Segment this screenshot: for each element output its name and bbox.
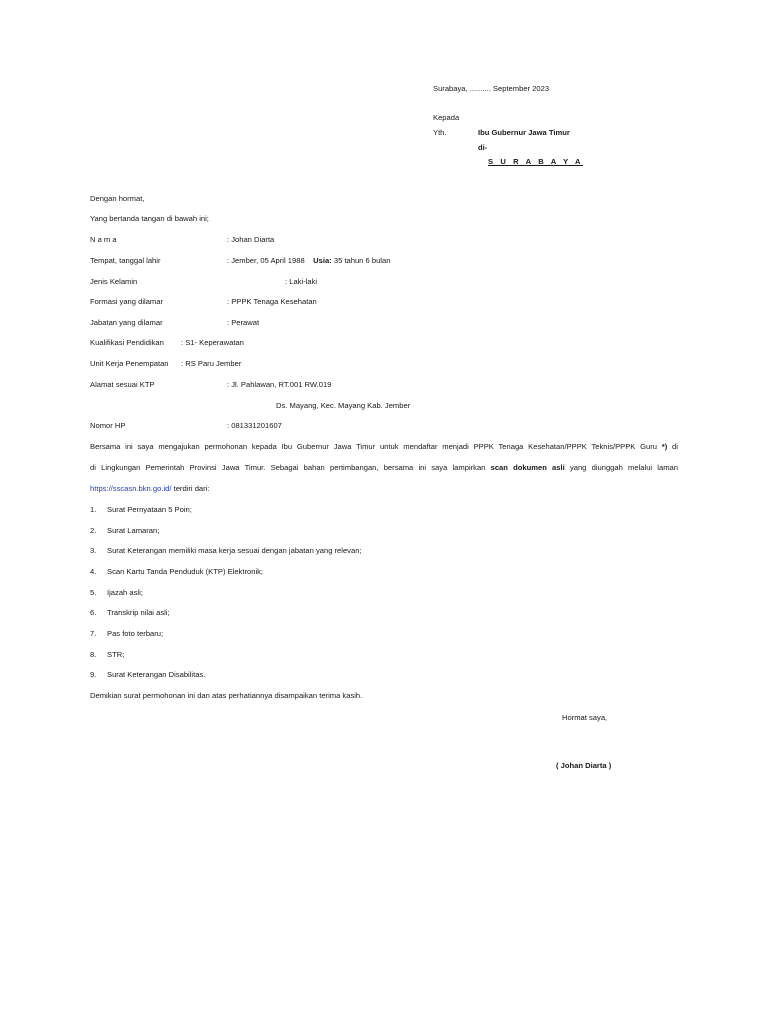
jenis-kelamin-value: : Laki-laki	[285, 277, 318, 286]
list-item-number: 5.	[90, 588, 97, 597]
alamat-value-line-1: : Jl. Pahlawan, RT.001 RW.019	[227, 380, 332, 389]
ttl-value	[227, 256, 390, 265]
list-item-number: 7.	[90, 629, 97, 638]
usia-value: 35 tahun 6 bulan	[333, 256, 391, 265]
list-item-text: Surat Lamaran;	[107, 526, 160, 535]
signature-name: ( Johan Diarta )	[556, 761, 612, 770]
nomor-hp-label: Nomor HP	[90, 421, 126, 430]
sscasn-link[interactable]: https://sscasn.bkn.go.id/	[90, 484, 172, 493]
closing-sentence: Demikian surat permohonan ini dan atas perhatiannya disampaikan terima kasih.	[90, 691, 363, 700]
list-item-number: 1.	[90, 505, 97, 514]
formasi-value: : PPPK Tenaga Kesehatan	[227, 297, 317, 306]
body-paragraph-line-2	[90, 463, 678, 472]
list-item-text: Scan Kartu Tanda Penduduk (KTP) Elektronik;	[107, 567, 264, 576]
recipient-di: di-	[478, 143, 488, 152]
regards: Hormat saya,	[562, 713, 608, 722]
list-item-number: 2.	[90, 526, 97, 535]
list-item-number: 9.	[90, 670, 97, 679]
alamat-label: Alamat sesuai KTP	[90, 380, 155, 389]
body-text-bold: scan dokumen asli	[490, 463, 565, 472]
jabatan-value: : Perawat	[227, 318, 260, 327]
body-text-part-4: terdiri dari:	[173, 484, 210, 493]
ttl-label: Tempat, tanggal lahir	[90, 256, 161, 265]
kepada-label: Kepada	[433, 113, 460, 122]
body-paragraph-line-1	[90, 442, 678, 451]
jabatan-label: Jabatan yang dilamar	[90, 318, 163, 327]
body-text-part-2: di Lingkungan Pemerintah Provinsi Jawa Timur. Sebagai bahan pertimbangan, bersama ini saya lampirkan	[90, 463, 486, 472]
nama-label: N a m a	[90, 235, 117, 244]
kualifikasi-value: : S1- Keperawatan	[181, 338, 244, 347]
jenis-kelamin-label: Jenis Kelamin	[90, 277, 138, 286]
ttl-value-text: : Jember, 05 April 1988	[227, 256, 305, 265]
body-paragraph-line-3	[90, 484, 209, 493]
salutation: Dengan hormat,	[90, 194, 145, 203]
list-item-text: Surat Keterangan memiliki masa kerja sesuai dengan jabatan yang relevan;	[107, 546, 362, 555]
list-item-text: Surat Keterangan Disabilitas.	[107, 670, 206, 679]
body-text-part-3: yang diunggah melalui laman	[569, 463, 678, 472]
unit-kerja-label: Unit Kerja Penempatan	[90, 359, 169, 368]
yth-label: Yth.	[433, 128, 447, 137]
list-item-number: 3.	[90, 546, 97, 555]
list-item-text: Transkrip nilai asli;	[107, 608, 170, 617]
nama-value: : Johan Diarta	[227, 235, 275, 244]
list-item-number: 8.	[90, 650, 97, 659]
alamat-value-line-2: Ds. Mayang, Kec. Mayang Kab. Jember	[276, 401, 411, 410]
nomor-hp-value: : 081331201607	[227, 421, 282, 430]
date-line: Surabaya, .......... September 2023	[433, 84, 550, 93]
recipient-city: S U R A B A Y A	[488, 157, 584, 166]
unit-kerja-value: : RS Paru Jember	[181, 359, 242, 368]
list-item-number: 4.	[90, 567, 97, 576]
list-item-text: Surat Pernyataan 5 Poin;	[107, 505, 192, 514]
body-text-part-1: Bersama ini saya mengajukan permohonan kepada Ibu Gubernur Jawa Timur untuk mendaftar menjadi PPPK Tenaga Kesehatan/PPPK Teknis/PPPK Guru	[90, 442, 658, 451]
list-item-number: 6.	[90, 608, 97, 617]
body-asterisk-note: *)	[661, 442, 668, 451]
body-text-di: di	[672, 442, 678, 451]
usia-label: Usia:	[313, 256, 332, 265]
recipient-name: Ibu Gubernur Jawa Timur	[478, 128, 570, 137]
list-item-text: Pas foto terbaru;	[107, 629, 164, 638]
formasi-label: Formasi yang dilamar	[90, 297, 164, 306]
kualifikasi-label: Kualifikasi Pendidikan	[90, 338, 164, 347]
list-item-text: Ijazah asli;	[107, 588, 143, 597]
list-item-text: STR;	[107, 650, 125, 659]
intro-line: Yang bertanda tangan di bawah ini;	[90, 214, 209, 223]
